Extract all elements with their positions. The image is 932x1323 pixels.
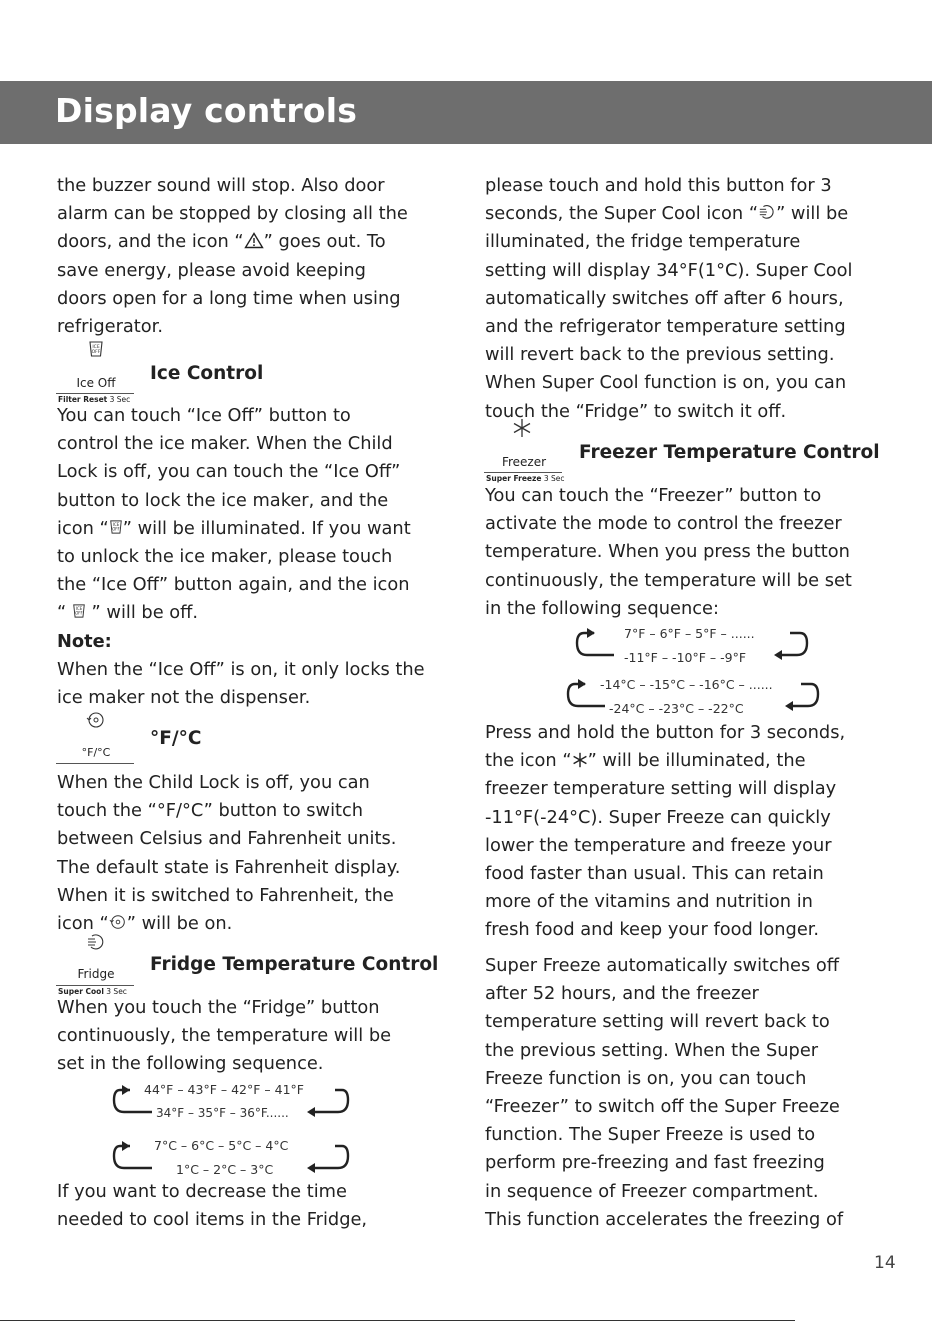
unit-paragraph: When the Child Lock is off, you can touch the “°F/°C” button to switch between Celsius and Fahrenheit units. The default state is Fahrenheit display. When it is switched to Fahrenheit, the icon “ ” will be on. <box>57 772 401 935</box>
ice-control-paragraph: You can touch “Ice Off” button to control the ice maker. When the Child Lock is off, you can touch the “Ice Off” button to lock the ice maker, and the icon “ ICE OFF ” will be illuminated. If you want to unlock the ice maker, please touch the “Ice Off” button again, and the icon “ ICE OFF ” will be off. Note: When the “Ice Off” is on, it only locks the ice maker not the dispenser. <box>57 405 425 709</box>
sequence-bottom: 34°F – 35°F – 36°F...... <box>156 1106 289 1120</box>
fridge-fahrenheit-sequence <box>110 1080 350 1122</box>
super-freeze-label: Super Freeze 3 Sec <box>486 474 565 483</box>
svg-text:ICE: ICE <box>92 345 100 350</box>
fridge-celsius-sequence <box>110 1136 350 1178</box>
svg-text:ICE: ICE <box>75 606 83 612</box>
super-cool-label: Super Cool 3 Sec <box>58 987 127 996</box>
freezer-fahrenheit-sequence <box>572 624 812 666</box>
ice-off-button-badge <box>56 340 136 404</box>
intro-paragraph: the buzzer sound will stop. Also door alarm can be stopped by closing all the doors, and the icon “ ” goes out. To save energy, please avoid keeping doors open for a long time when using refrigerator. <box>57 175 408 338</box>
temperature-unit-icon <box>109 913 127 931</box>
sequence-bottom: -24°C – -23°C – -22°C <box>609 701 744 716</box>
super-freeze-paragraph: Press and hold the button for 3 seconds, the icon “ ” will be illuminated, the freezer temperature setting will display -11°F(-24°C). Super Freeze can quickly lower the temperature and freeze your food faster than usual. This can retain more of the vitamins and nutrition in fresh food and keep your food longer. <box>485 722 846 941</box>
unit-heading: °F/°C <box>150 728 202 749</box>
sequence-top: 44°F – 43°F – 42°F – 41°F <box>144 1082 304 1097</box>
fridge-paragraph: When you touch the “Fridge” button continuously, the temperature will be set in the following sequence. <box>57 997 392 1075</box>
super-cool-icon <box>758 203 776 221</box>
super-cool-icon <box>56 932 136 956</box>
snowflake-icon <box>572 752 588 768</box>
ice-off-icon <box>72 603 86 619</box>
super-freeze-final-paragraph: Super Freeze automatically switches off after 52 hours, and the freezer temperature setting will revert back to the previous setting. When the Super Freeze function is on, you can touch “Freezer” to switch off the Super Freeze function. The Super Freeze is used to perform pre-freezing and fast freezing in sequence of Freezer compartment. This function accelerates the freezing of <box>485 955 844 1230</box>
fridge-button-badge <box>56 932 136 996</box>
unit-label: °F/°C <box>81 746 111 759</box>
ice-off-icon <box>109 519 123 535</box>
footer-divider <box>0 1320 795 1321</box>
note-label: Note: <box>57 630 112 652</box>
page-number: 14 <box>874 1253 896 1273</box>
sequence-top: 7°C – 6°C – 5°C – 4°C <box>154 1138 289 1153</box>
snowflake-icon <box>482 418 562 442</box>
ice-control-heading: Ice Control <box>150 363 264 384</box>
header-banner <box>0 81 932 144</box>
ice-off-icon <box>56 340 136 362</box>
page-title: Display controls <box>55 91 358 130</box>
unit-button-badge <box>56 710 136 766</box>
fridge-temperature-heading: Fridge Temperature Control <box>150 954 439 975</box>
sequence-top: 7°F – 6°F – 5°F – ...... <box>624 626 755 641</box>
svg-text:OFF: OFF <box>91 350 101 355</box>
freezer-label: Freezer <box>501 455 547 469</box>
badge-divider <box>56 985 134 986</box>
badge-divider <box>56 763 134 764</box>
warning-triangle-icon <box>244 232 264 249</box>
svg-text:OFF: OFF <box>75 610 83 616</box>
sequence-top: -14°C – -15°C – -16°C – ...... <box>600 677 773 692</box>
sequence-bottom: 1°C – 2°C – 3°C <box>176 1162 274 1177</box>
badge-divider <box>484 472 562 473</box>
ice-off-label: Ice Off <box>76 376 116 390</box>
svg-text:ICE: ICE <box>112 521 119 527</box>
filter-reset-label: Filter Reset 3 Sec <box>58 395 131 404</box>
svg-text:OFF: OFF <box>111 526 120 532</box>
fridge-label: Fridge <box>77 967 115 981</box>
badge-divider <box>56 393 134 394</box>
fridge-after-paragraph: If you want to decrease the time needed to cool items in the Fridge, <box>57 1181 368 1231</box>
freezer-paragraph: You can touch the “Freezer” button to activate the mode to control the freezer temperature. When you press the button continuously, the temperature will be set in the following sequence: <box>485 485 852 619</box>
freezer-temperature-heading: Freezer Temperature Control <box>579 442 880 463</box>
super-cool-paragraph: please touch and hold this button for 3 seconds, the Super Cool icon “ ” will be illuminated, the fridge temperature setting will display 34°F(1°C). Super Cool automatically switches off after 6 hours, and the refrigerator temperature setting will revert back to the previous setting. When Super Cool function is on, you can touch the “Fridge” to switch it off. <box>485 175 853 422</box>
freezer-celsius-sequence <box>563 675 823 717</box>
temperature-unit-icon <box>56 710 136 734</box>
freezer-button-badge <box>484 418 565 483</box>
sequence-bottom: -11°F – -10°F – -9°F <box>624 650 747 665</box>
